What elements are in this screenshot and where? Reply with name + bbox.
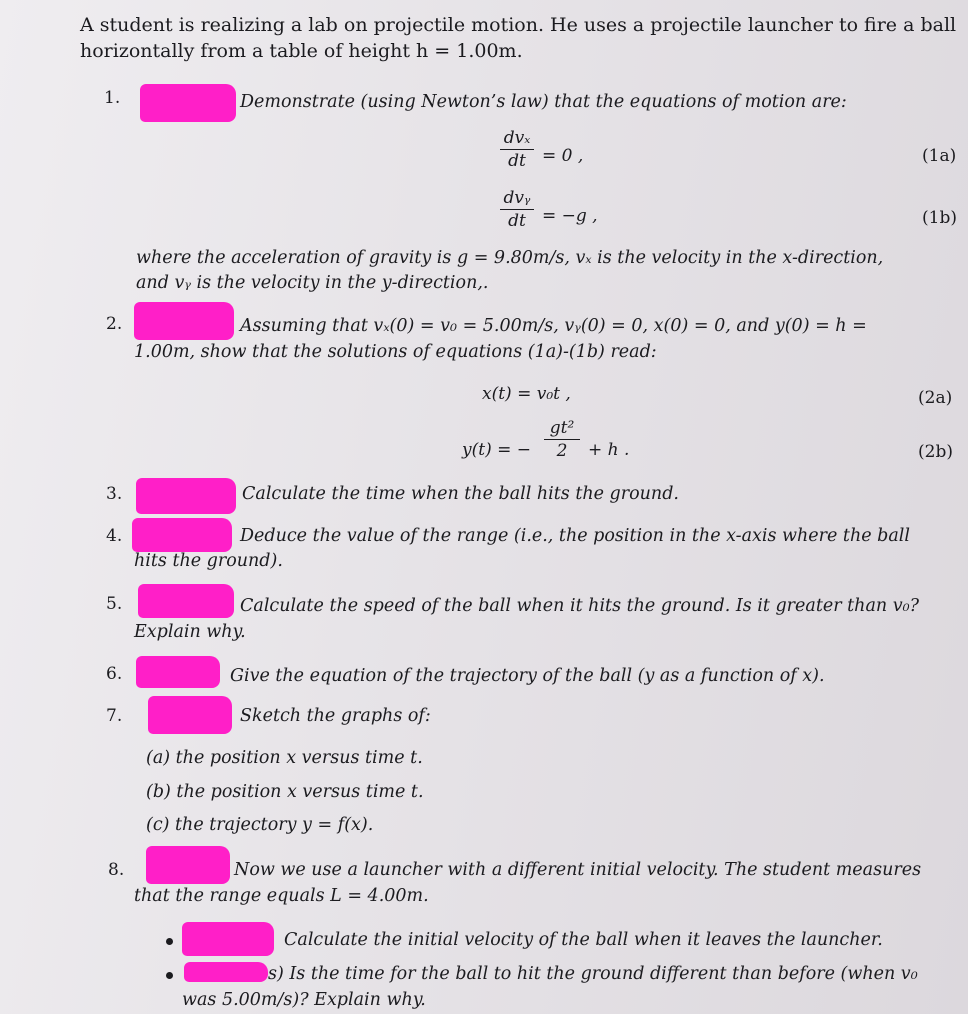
question-2-number: 2. (106, 314, 123, 334)
question-8-bullet-2-line-1: s) Is the time for the ball to hit the ground different than before (when v₀ (268, 964, 918, 984)
question-6-text: Give the equation of the trajectory of the ball (y as a function of x). (230, 666, 825, 686)
question-2-text-line-1: Assuming that vₓ(0) = v₀ = 5.00m/s, vᵧ(0) = 0, x(0) = 0, and y(0) = h = (240, 316, 867, 336)
question-7-text: Sketch the graphs of: (240, 706, 431, 726)
question-8-bullet-1: Calculate the initial velocity of the ball when it leaves the launcher. (284, 930, 883, 950)
equation-2a-tag: (2a) (918, 388, 953, 408)
fraction-bar (500, 209, 534, 210)
points-redaction-8 (146, 846, 230, 884)
equation-2a: x(t) = v₀t , (482, 384, 571, 404)
question-6-number: 6. (106, 664, 123, 684)
equation-1b-rhs: = −g , (542, 206, 598, 226)
equation-2b-lhs: y(t) = − (462, 440, 531, 460)
question-8-bullet-2-line-2: was 5.00m/s)? Explain why. (182, 990, 426, 1010)
question-2-text-line-2: 1.00m, show that the solutions of equations (1a)-(1b) read: (134, 342, 657, 362)
equation-2b-fraction (544, 418, 580, 461)
points-redaction-10 (184, 962, 268, 982)
points-redaction-7 (148, 696, 232, 734)
question-1-where-line-1: where the acceleration of gravity is g = 9.80m/s, vₓ is the velocity in the x-direction, (136, 248, 884, 268)
equation-1a-numerator: dvₓ (503, 128, 531, 148)
question-4-text-line-1: Deduce the value of the range (i.e., the position in the x-axis where the ball (240, 526, 910, 546)
question-1-number: 1. (104, 88, 121, 108)
question-3-number: 3. (106, 484, 123, 504)
question-5-text-line-2: Explain why. (134, 622, 246, 642)
points-redaction-6 (136, 656, 220, 688)
equation-1a-fraction (500, 128, 534, 171)
intro-line-1: A student is realizing a lab on projectile motion. He uses a projectile launcher to fire a ball (80, 14, 957, 36)
equation-2b-numerator: gt² (549, 418, 575, 438)
question-8-text-line-2: that the range equals L = 4.00m. (134, 886, 429, 906)
equation-1b-denominator: dt (508, 211, 526, 231)
question-5-number: 5. (106, 594, 123, 614)
question-3-text: Calculate the time when the ball hits the ground. (242, 484, 679, 504)
question-7-item-c: (c) the trajectory y = f(x). (146, 815, 374, 835)
equation-1b-fraction (500, 188, 534, 231)
points-redaction-2 (134, 302, 234, 340)
points-redaction-9 (182, 922, 274, 956)
question-1-where-line-2: and vᵧ is the velocity in the y-direction,. (136, 273, 489, 293)
points-redaction-1 (140, 84, 236, 122)
points-redaction-3 (136, 478, 236, 514)
bullet-point (166, 938, 173, 945)
fraction-bar (544, 439, 580, 440)
intro-line-2: horizontally from a table of height h = 1.00m. (80, 40, 523, 62)
question-4-number: 4. (106, 526, 123, 546)
equation-1a-tag: (1a) (922, 146, 957, 166)
equation-1b-numerator: dvᵧ (503, 188, 531, 208)
equation-2b-denominator: 2 (556, 441, 568, 461)
question-7-number: 7. (106, 706, 123, 726)
equation-2b-tag: (2b) (918, 442, 953, 462)
question-1-text: Demonstrate (using Newton’s law) that the equations of motion are: (240, 92, 847, 112)
question-8-text-line-1: Now we use a launcher with a different initial velocity. The student measures (234, 860, 922, 880)
question-8-number: 8. (108, 860, 125, 880)
equation-1a-rhs: = 0 , (542, 146, 584, 166)
points-redaction-4 (132, 518, 232, 552)
points-redaction-5 (138, 584, 234, 618)
question-4-text-line-2: hits the ground). (134, 551, 283, 571)
equation-1a-denominator: dt (508, 151, 526, 171)
equation-1b-tag: (1b) (922, 208, 957, 228)
equation-2b-rhs: + h . (588, 440, 630, 460)
question-7-item-b: (b) the position x versus time t. (146, 782, 424, 802)
question-7-item-a: (a) the position x versus time t. (146, 748, 423, 768)
bullet-point (166, 972, 173, 979)
fraction-bar (500, 149, 534, 150)
question-5-text-line-1: Calculate the speed of the ball when it hits the ground. Is it greater than v₀? (240, 596, 919, 616)
